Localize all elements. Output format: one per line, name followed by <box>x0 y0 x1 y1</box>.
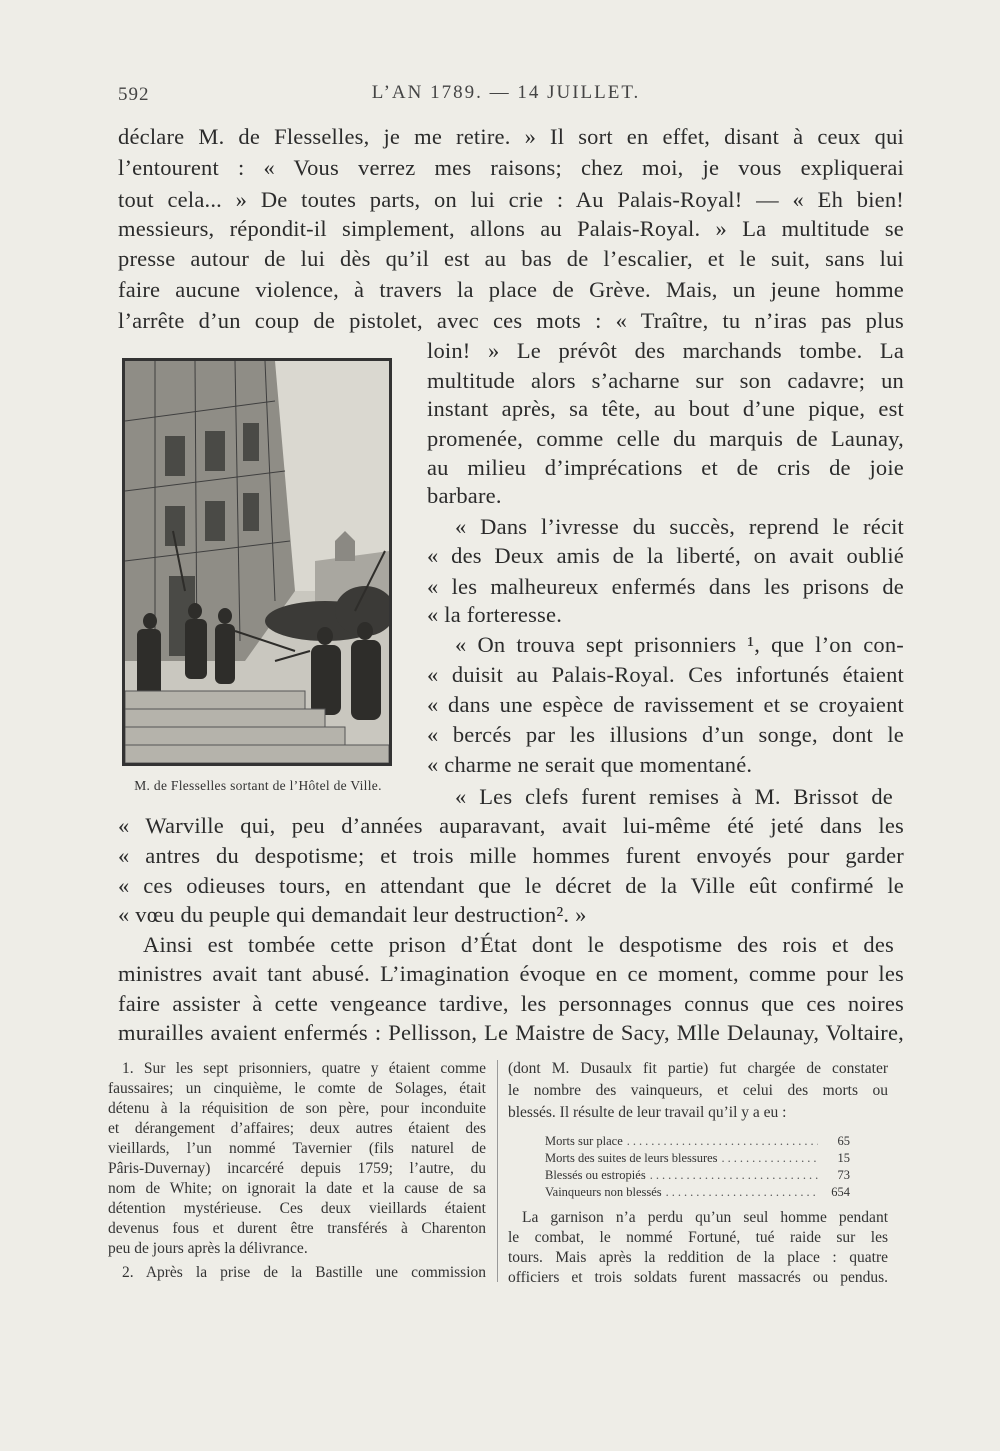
leader-dots <box>722 1151 818 1166</box>
footnote-line: blessés. Il résulte de leur travail qu’il y a eu : <box>508 1104 787 1121</box>
stat-label: Morts des suites de leurs blessures <box>545 1151 718 1165</box>
text-line: « la forteresse. <box>427 602 563 627</box>
stat-row <box>545 1134 850 1151</box>
text-line: loin! » Le prévôt des marchands tombe. La <box>427 338 904 363</box>
text-line: instant après, sa tête, au bout d’une pique, est <box>427 396 904 421</box>
stat-value: 65 <box>837 1134 850 1148</box>
stat-value: 73 <box>837 1168 850 1182</box>
text-line: « les malheureux enfermés dans les prisons de <box>427 574 904 599</box>
text-line: « vœu du peuple qui demandait leur destruction². » <box>118 902 587 927</box>
footnote-line: Pâris-Duvernay) incarcéré depuis 1759; l’autre, du <box>108 1160 486 1177</box>
text-line: « ces odieuses tours, en attendant que le décret de la Ville eût confirmé le <box>118 873 904 898</box>
text-line: faire aucune violence, à travers la place de Grève. Mais, un jeune homme <box>118 277 904 302</box>
footnote-line: peu de jours après la délivrance. <box>108 1240 308 1257</box>
stat-row <box>545 1185 850 1202</box>
text-line: ministres avait tant abusé. L’imagination évoque en ce moment, comme pour les <box>118 961 904 986</box>
stat-row <box>545 1151 850 1168</box>
footnote-line: détention mystérieuse. Ces deux vieillards étaient <box>108 1200 486 1217</box>
text-line: promenée, comme celle du marquis de Launay, <box>427 426 904 451</box>
stat-label: Vainqueurs non blessés <box>545 1185 662 1199</box>
footnote-line: faussaires; un cinquième, le comte de Solages, était <box>108 1080 486 1097</box>
stat-value: 654 <box>831 1185 850 1199</box>
footnote-line: devenus fous et durent être transférés à Charenton <box>108 1220 486 1237</box>
text-line: barbare. <box>427 483 502 508</box>
stat-label: Blessés ou estropiés <box>545 1168 646 1182</box>
leader-dots <box>650 1168 818 1183</box>
footnote-line: et dérangement d’affaires; deux autres étaient des <box>108 1120 486 1137</box>
text-line: « antres du despotisme; et trois mille hommes furent envoyés pour garder <box>118 843 904 868</box>
leader-dots <box>666 1185 818 1200</box>
text-line: « charme ne serait que momentané. <box>427 752 753 777</box>
text-line: multitude alors s’acharne sur son cadavre; un <box>427 368 904 393</box>
stat-value: 15 <box>837 1151 850 1165</box>
engraving-image <box>125 361 389 763</box>
footnote-line: le combat, le nommé Fortuné, tué raide sur les <box>508 1229 888 1246</box>
footnote-line: nom de White; on ignorait la date et la cause de sa <box>108 1180 486 1197</box>
text-line: déclare M. de Flesselles, je me retire. » Il sort en effet, disant à ceux qui <box>118 124 904 149</box>
text-line: murailles avaient enfermés : Pellisson, Le Maistre de Sacy, Mlle Delaunay, Voltaire, <box>118 1020 904 1045</box>
text-line: « Les clefs furent remises à M. Brissot de <box>455 784 893 809</box>
text-line: Ainsi est tombée cette prison d’État dont le despotisme des rois et des <box>143 932 894 957</box>
text-line: « des Deux amis de la liberté, on avait oublié <box>427 543 904 568</box>
engraving-illustration <box>122 358 392 766</box>
text-line: messieurs, répondit-il simplement, allons au Palais-Royal. » La multitude se <box>118 216 904 241</box>
stat-label: Morts sur place <box>545 1134 623 1148</box>
leader-dots <box>627 1134 818 1149</box>
text-line: « Warville qui, peu d’années auparavant, avait lui-même été jeté dans les <box>118 813 904 838</box>
text-line: faire assister à cette vengeance tardive, les personnages connus que ces noires <box>118 991 904 1016</box>
footnote-line: 1. Sur les sept prisonniers, quatre y étaient comme <box>122 1060 486 1077</box>
text-line: l’entourent : « Vous verrez mes raisons; chez moi, je vous expliquerai <box>118 155 904 180</box>
figure-caption: M. de Flesselles sortant de l’Hôtel de Ville. <box>134 778 382 793</box>
footnote-line: vieillards, l’un nommé Tavernier (fils naturel de <box>108 1140 486 1157</box>
text-line: « bercés par les illusions d’un songe, dont le <box>427 722 904 747</box>
footnote-line: détenu à la réquisition de son père, pour inconduite <box>108 1100 486 1117</box>
casualty-table <box>545 1134 850 1202</box>
footnote-line: (dont M. Dusaulx fit partie) fut chargée de constater <box>508 1060 888 1077</box>
column-divider <box>497 1060 498 1282</box>
text-line: au milieu d’imprécations et de cris de joie <box>427 455 904 480</box>
running-header <box>118 82 894 112</box>
footnote-line: tours. Mais après la reddition de la place : quatre <box>508 1249 888 1266</box>
text-line: « Dans l’ivresse du succès, reprend le récit <box>455 514 904 539</box>
text-line: « duisit au Palais-Royal. Ces infortunés étaient <box>427 662 904 687</box>
page-number: 592 <box>118 84 150 105</box>
footnote-line: le nombre des vainqueurs, et celui des morts ou <box>508 1082 888 1099</box>
text-line: presse autour de lui dès qu’il est au bas de l’escalier, et le suit, sans lui <box>118 246 904 271</box>
footnote-line: 2. Après la prise de la Bastille une commission <box>122 1264 486 1281</box>
footnote-line: La garnison n’a perdu qu’un seul homme pendant <box>522 1209 888 1226</box>
footnote-line: officiers et trois soldats furent massacrés ou pendus. <box>508 1269 888 1286</box>
text-line: tout cela... » De toutes parts, on lui crie : Au Palais-Royal! — « Eh bien! <box>118 187 904 212</box>
stat-row <box>545 1168 850 1185</box>
text-line: « dans une espèce de ravissement et se croyaient <box>427 692 904 717</box>
text-line: « On trouva sept prisonniers ¹, que l’on con- <box>455 632 904 657</box>
running-title: L’AN 1789. — 14 JUILLET. <box>371 82 641 103</box>
text-line: l’arrête d’un coup de pistolet, avec ces mots : « Traître, tu n’iras pas plus <box>118 308 904 333</box>
